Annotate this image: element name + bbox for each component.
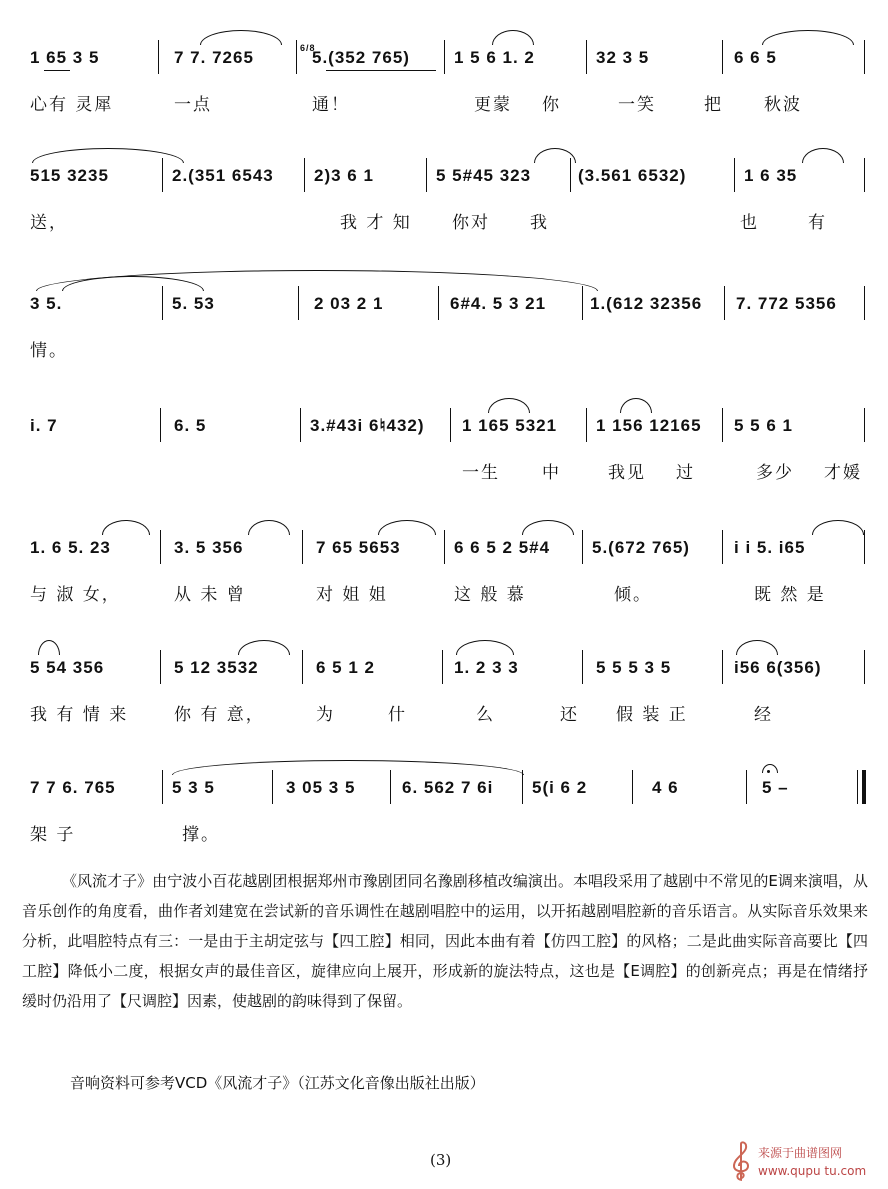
lyric: 多少 <box>756 463 794 483</box>
measure: 3 5. <box>30 294 63 313</box>
measure: 1 65 3 5 <box>30 48 100 67</box>
slur <box>534 148 576 163</box>
slur <box>248 520 290 535</box>
lyric: 把 <box>704 95 723 115</box>
lyric: 你 <box>542 95 561 115</box>
notation-line <box>22 44 868 72</box>
bar-line <box>442 650 443 684</box>
measure: 1 165 5321 <box>462 416 558 435</box>
measure: 2.(351 6543 <box>172 166 274 185</box>
slur <box>172 760 524 775</box>
measure: 5 5 6 1 <box>734 416 793 435</box>
lyric: 我 才 知 <box>340 213 412 233</box>
bar-line <box>158 40 159 74</box>
bar-line <box>722 408 723 442</box>
lyric: 经 <box>754 705 773 725</box>
measure: (3.561 6532) <box>578 166 687 185</box>
bar-line <box>390 770 391 804</box>
measure: 7 7. 7265 <box>174 48 254 67</box>
lyric: 过 <box>676 463 695 483</box>
bar-line <box>302 650 303 684</box>
watermark-title: 来源于曲谱图网 <box>758 1146 843 1160</box>
slur <box>238 640 290 655</box>
bar-line <box>304 158 305 192</box>
lyric: 倾。 <box>614 585 652 605</box>
measure: 5. 53 <box>172 294 215 313</box>
notation-line <box>22 412 868 440</box>
measure: 2)3 6 1 <box>314 166 374 185</box>
lyric: 秋波 <box>764 95 802 115</box>
lyric: 我 有 情 来 <box>30 705 129 725</box>
lyric: 通！ <box>312 95 350 115</box>
lyric: 么 <box>476 705 495 725</box>
slur <box>620 398 652 413</box>
measure: 6. 5 <box>174 416 207 435</box>
lyric: 这 般 慕 <box>454 585 526 605</box>
lyric-line <box>22 336 868 362</box>
lyric: 既 然 是 <box>754 585 826 605</box>
bar-line <box>438 286 439 320</box>
lyric: 与 淑 女， <box>30 585 121 605</box>
bar-line <box>864 158 865 192</box>
treble-clef-icon <box>728 1140 754 1184</box>
bar-line <box>272 770 273 804</box>
notation-line <box>22 534 868 562</box>
bar-line <box>586 40 587 74</box>
lyric: 也 <box>740 213 759 233</box>
commentary-paragraph: 《风流才子》由宁波小百花越剧团根据郑州市豫剧团同名豫剧移植改编演出。本唱段采用了越剧中不常见的E调来演唱，从音乐创作的角度看，曲作者刘建宽在尝试新的音乐调性在越剧唱腔中的运用，以开拓越剧唱腔新的音乐语言。从实际音乐效果来分析，此唱腔特点有三：一是由于主胡定弦与【四工腔】相同，因此本曲有着【仿四工腔】的风格；二是此曲实际音高要比【四工腔】降低小二度，根据女声的最佳音区，旋律应向上展开，形成新的旋法特点，这也是【E调腔】的创新亮点；再是在情绪抒缓时仍沿用了【尺调腔】因素，使越剧的韵味得到了保留。 <box>22 872 868 1010</box>
slur <box>736 640 778 655</box>
measure: 6 6 5 <box>734 48 777 67</box>
watermark-url: www.qupu tu.com <box>758 1164 867 1178</box>
slur <box>762 30 854 45</box>
notation-line <box>22 290 868 318</box>
lyric: 一生 <box>462 463 500 483</box>
measure: 6 5 1 2 <box>316 658 375 677</box>
measure: 2 03 2 1 <box>314 294 384 313</box>
notation-line <box>22 654 868 682</box>
lyric: 你对 <box>452 213 490 233</box>
lyric: 更蒙 <box>474 95 512 115</box>
slur <box>762 764 778 773</box>
slur <box>802 148 844 163</box>
slur <box>38 640 60 655</box>
bar-line <box>864 408 865 442</box>
measure: 1. 2 3 3 <box>454 658 519 677</box>
page-number: (3) <box>430 1151 452 1169</box>
slur <box>102 520 150 535</box>
bar-line <box>582 650 583 684</box>
lyric-line <box>22 820 868 846</box>
bar-line <box>570 158 571 192</box>
measure: 3 05 3 5 <box>286 778 356 797</box>
beam-underline <box>326 70 436 71</box>
measure: 1. 6 5. 23 <box>30 538 111 557</box>
slur <box>378 520 436 535</box>
bar-line <box>582 286 583 320</box>
bar-line <box>722 650 723 684</box>
measure: 7. 772 5356 <box>736 294 837 313</box>
bar-line <box>444 530 445 564</box>
lyric: 撑。 <box>182 825 220 845</box>
slur <box>32 148 184 163</box>
bar-line <box>162 770 163 804</box>
bar-line <box>296 40 297 74</box>
bar-line <box>444 40 445 74</box>
lyric: 对 姐 姐 <box>316 585 388 605</box>
lyric: 从 未 曾 <box>174 585 246 605</box>
measure: 6. 562 7 6i <box>402 778 494 797</box>
bar-line <box>426 158 427 192</box>
lyric: 我见 <box>608 463 646 483</box>
measure: 7 7 6. 765 <box>30 778 116 797</box>
slur <box>492 30 534 45</box>
lyric: 假 装 正 <box>616 705 688 725</box>
lyric: 我 <box>530 213 549 233</box>
bar-line <box>300 408 301 442</box>
lyric-line <box>22 700 868 726</box>
lyric: 有 <box>808 213 827 233</box>
lyric: 什 <box>388 705 407 725</box>
bar-line <box>160 530 161 564</box>
final-bar-line <box>862 770 866 804</box>
bar-line <box>450 408 451 442</box>
bar-line <box>160 650 161 684</box>
measure: 1 6 35 <box>744 166 798 185</box>
measure: 6#4. 5 3 21 <box>450 294 547 313</box>
measure: i i 5. i65 <box>734 538 806 557</box>
measure: 1 156 12165 <box>596 416 702 435</box>
lyric: 送， <box>30 213 68 233</box>
bar-line <box>522 770 523 804</box>
lyric: 一点 <box>174 95 212 115</box>
measure: 1.(612 32356 <box>590 294 703 313</box>
measure: 5.(352 765) <box>312 48 410 67</box>
bar-line <box>734 158 735 192</box>
measure: 1 5 6 1. 2 <box>454 48 535 67</box>
slur <box>812 520 864 535</box>
bar-line <box>864 40 865 74</box>
notation-line <box>22 162 868 190</box>
slur <box>488 398 530 413</box>
bar-line <box>632 770 633 804</box>
measure: 5.(672 765) <box>592 538 690 557</box>
notation-line <box>22 774 868 802</box>
lyric-line <box>22 458 868 484</box>
bar-line <box>864 530 865 564</box>
lyric-line <box>22 580 868 606</box>
measure: 5 5 5 3 5 <box>596 658 672 677</box>
bar-line <box>722 530 723 564</box>
measure: 4 6 <box>652 778 679 797</box>
slur <box>200 30 282 45</box>
bar-line <box>162 286 163 320</box>
measure: 32 3 5 <box>596 48 650 67</box>
measure: 3.#43i 6♮432) <box>310 416 425 435</box>
measure: 6 6 5 2 5#4 <box>454 538 551 557</box>
bar-line <box>864 650 865 684</box>
audio-reference-note: 音响资料可参考VCD《风流才子》（江苏文化音像出版社出版） <box>70 1074 485 1092</box>
lyric: 为 <box>316 705 335 725</box>
lyric: 一笑 <box>618 95 656 115</box>
lyric: 还 <box>560 705 579 725</box>
beam-underline <box>44 70 70 71</box>
measure: i56 6(356) <box>734 658 822 677</box>
measure: 5 5#45 323 <box>436 166 532 185</box>
measure: 3. 5 356 <box>174 538 244 557</box>
measure: i. 7 <box>30 416 58 435</box>
measure: 7 65 5653 <box>316 538 401 557</box>
bar-line <box>864 286 865 320</box>
time-signature: 6/8 <box>300 43 316 53</box>
measure: 5 12 3532 <box>174 658 259 677</box>
measure: 5 – <box>762 778 789 797</box>
bar-line <box>586 408 587 442</box>
bar-line <box>160 408 161 442</box>
bar-line <box>298 286 299 320</box>
lyric-line <box>22 208 868 234</box>
lyric: 架 子 <box>30 825 76 845</box>
watermark <box>728 1140 878 1184</box>
lyric: 心有 灵犀 <box>30 95 114 115</box>
measure: 5 54 356 <box>30 658 105 677</box>
slur <box>456 640 514 655</box>
bar-line <box>746 770 747 804</box>
fermata-dot <box>767 770 770 773</box>
lyric-line <box>22 90 868 116</box>
measure: 5(i 6 2 <box>532 778 588 797</box>
slur <box>522 520 574 535</box>
lyric: 情。 <box>30 341 68 361</box>
bar-line <box>162 158 163 192</box>
lyric: 中 <box>542 463 561 483</box>
measure: 5 3 5 <box>172 778 215 797</box>
measure: 515 3235 <box>30 166 109 185</box>
bar-line <box>724 286 725 320</box>
bar-line <box>722 40 723 74</box>
bar-line <box>582 530 583 564</box>
lyric: 才媛 <box>824 463 862 483</box>
lyric: 你 有 意， <box>174 705 265 725</box>
bar-line <box>302 530 303 564</box>
